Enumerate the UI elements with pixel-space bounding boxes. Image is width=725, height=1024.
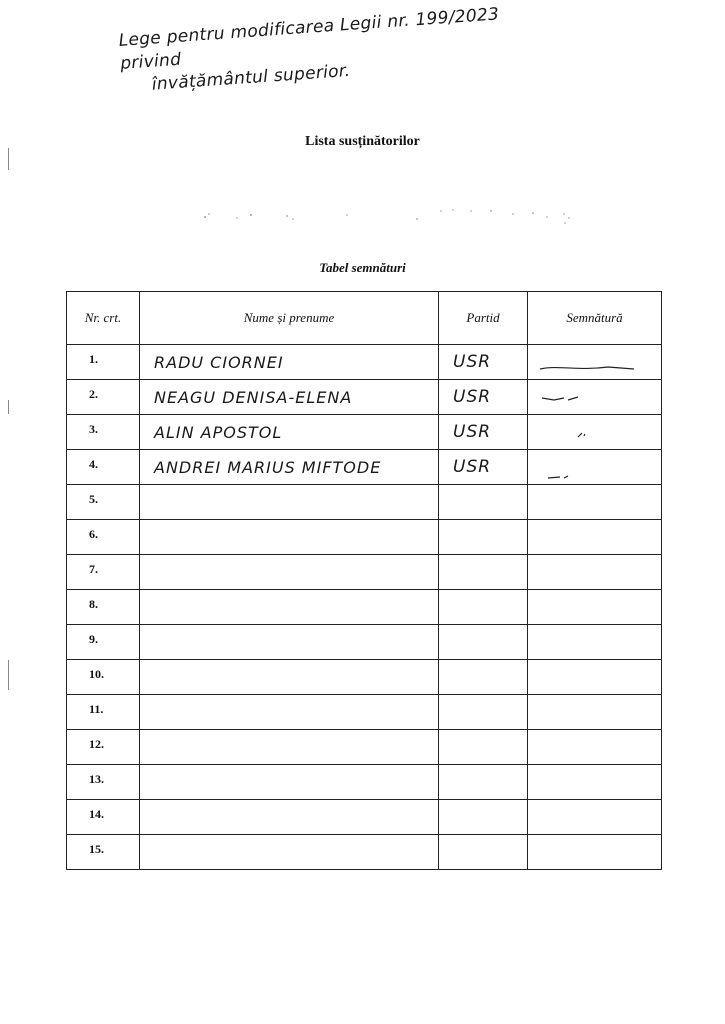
signature-cell (528, 450, 662, 485)
table-row (67, 450, 662, 485)
supporter-name (140, 485, 439, 520)
row-number: 5. (67, 485, 140, 520)
supporter-name: RADU CIORNEI (140, 345, 439, 380)
supporter-party: USR (439, 450, 528, 485)
row-number: 10. (67, 660, 140, 695)
table-row (67, 485, 662, 520)
signature-cell (528, 590, 662, 625)
supporter-party (439, 555, 528, 590)
supporter-party: USR (439, 380, 528, 415)
signature-cell (528, 765, 662, 800)
signature-cell (528, 415, 662, 450)
row-number: 2. (67, 380, 140, 415)
column-header-signature: Semnătură (528, 292, 662, 345)
signature-cell (528, 555, 662, 590)
supporter-name (140, 730, 439, 765)
row-number: 11. (67, 695, 140, 730)
table-row (67, 555, 662, 590)
signature-cell (528, 835, 662, 870)
signature-cell (528, 660, 662, 695)
supporter-party (439, 835, 528, 870)
table-row (67, 765, 662, 800)
supporter-name (140, 800, 439, 835)
row-number: 8. (67, 590, 140, 625)
handwritten-signature (538, 458, 648, 482)
table-row (67, 590, 662, 625)
signature-cell (528, 730, 662, 765)
document-title: Lista susținătorilor (305, 134, 420, 149)
supporter-name (140, 555, 439, 590)
row-number: 12. (67, 730, 140, 765)
supporter-party: USR (439, 415, 528, 450)
table-row (67, 695, 662, 730)
scan-margin-mark (8, 660, 9, 690)
supporter-name (140, 835, 439, 870)
scan-specks (195, 205, 585, 229)
handwritten-signature (538, 353, 648, 377)
supporter-name (140, 695, 439, 730)
signature-cell (528, 380, 662, 415)
table-row (67, 415, 662, 450)
supporter-name (140, 765, 439, 800)
supporter-name (140, 520, 439, 555)
table-row (67, 345, 662, 380)
supporter-party (439, 730, 528, 765)
row-number: 15. (67, 835, 140, 870)
column-header-party: Partid (439, 292, 528, 345)
scan-margin-mark (8, 400, 9, 414)
signature-cell (528, 625, 662, 660)
row-number: 1. (67, 345, 140, 380)
supporter-name (140, 590, 439, 625)
supporter-name: ANDREI MARIUS MIFTODE (140, 450, 439, 485)
handwritten-law-title (118, 0, 562, 99)
row-number: 3. (67, 415, 140, 450)
supporter-party (439, 590, 528, 625)
law-title-line-1: Lege pentru modificarea Legii nr. 199/2023 privind (118, 4, 500, 74)
supporter-name: NEAGU DENISA-ELENA (140, 380, 439, 415)
handwritten-signature (538, 388, 648, 412)
row-number: 4. (67, 450, 140, 485)
signature-cell (528, 485, 662, 520)
table-header-row (67, 292, 662, 345)
row-number: 6. (67, 520, 140, 555)
table-row (67, 625, 662, 660)
table-row (67, 835, 662, 870)
column-header-name: Nume și prenume (140, 292, 439, 345)
signature-cell (528, 345, 662, 380)
table-row (67, 380, 662, 415)
supporter-party (439, 485, 528, 520)
table-row (67, 730, 662, 765)
row-number: 14. (67, 800, 140, 835)
supporter-party (439, 695, 528, 730)
supporter-name: ALIN APOSTOL (140, 415, 439, 450)
signature-cell (528, 800, 662, 835)
supporter-party (439, 660, 528, 695)
supporter-name (140, 625, 439, 660)
table-caption: Tabel semnături (319, 260, 406, 275)
supporter-name (140, 660, 439, 695)
table-row (67, 800, 662, 835)
supporter-party (439, 800, 528, 835)
signature-table (66, 291, 662, 870)
column-header-nr: Nr. crt. (67, 292, 140, 345)
supporter-party (439, 520, 528, 555)
row-number: 7. (67, 555, 140, 590)
handwritten-signature (538, 423, 648, 447)
table-row (67, 660, 662, 695)
row-number: 9. (67, 625, 140, 660)
supporter-party: USR (439, 345, 528, 380)
supporter-party (439, 625, 528, 660)
table-row (67, 520, 662, 555)
supporter-party (439, 765, 528, 800)
signature-cell (528, 695, 662, 730)
row-number: 13. (67, 765, 140, 800)
law-title-line-2: învățământul superior. (151, 60, 351, 95)
signature-cell (528, 520, 662, 555)
scan-margin-mark (8, 148, 9, 170)
